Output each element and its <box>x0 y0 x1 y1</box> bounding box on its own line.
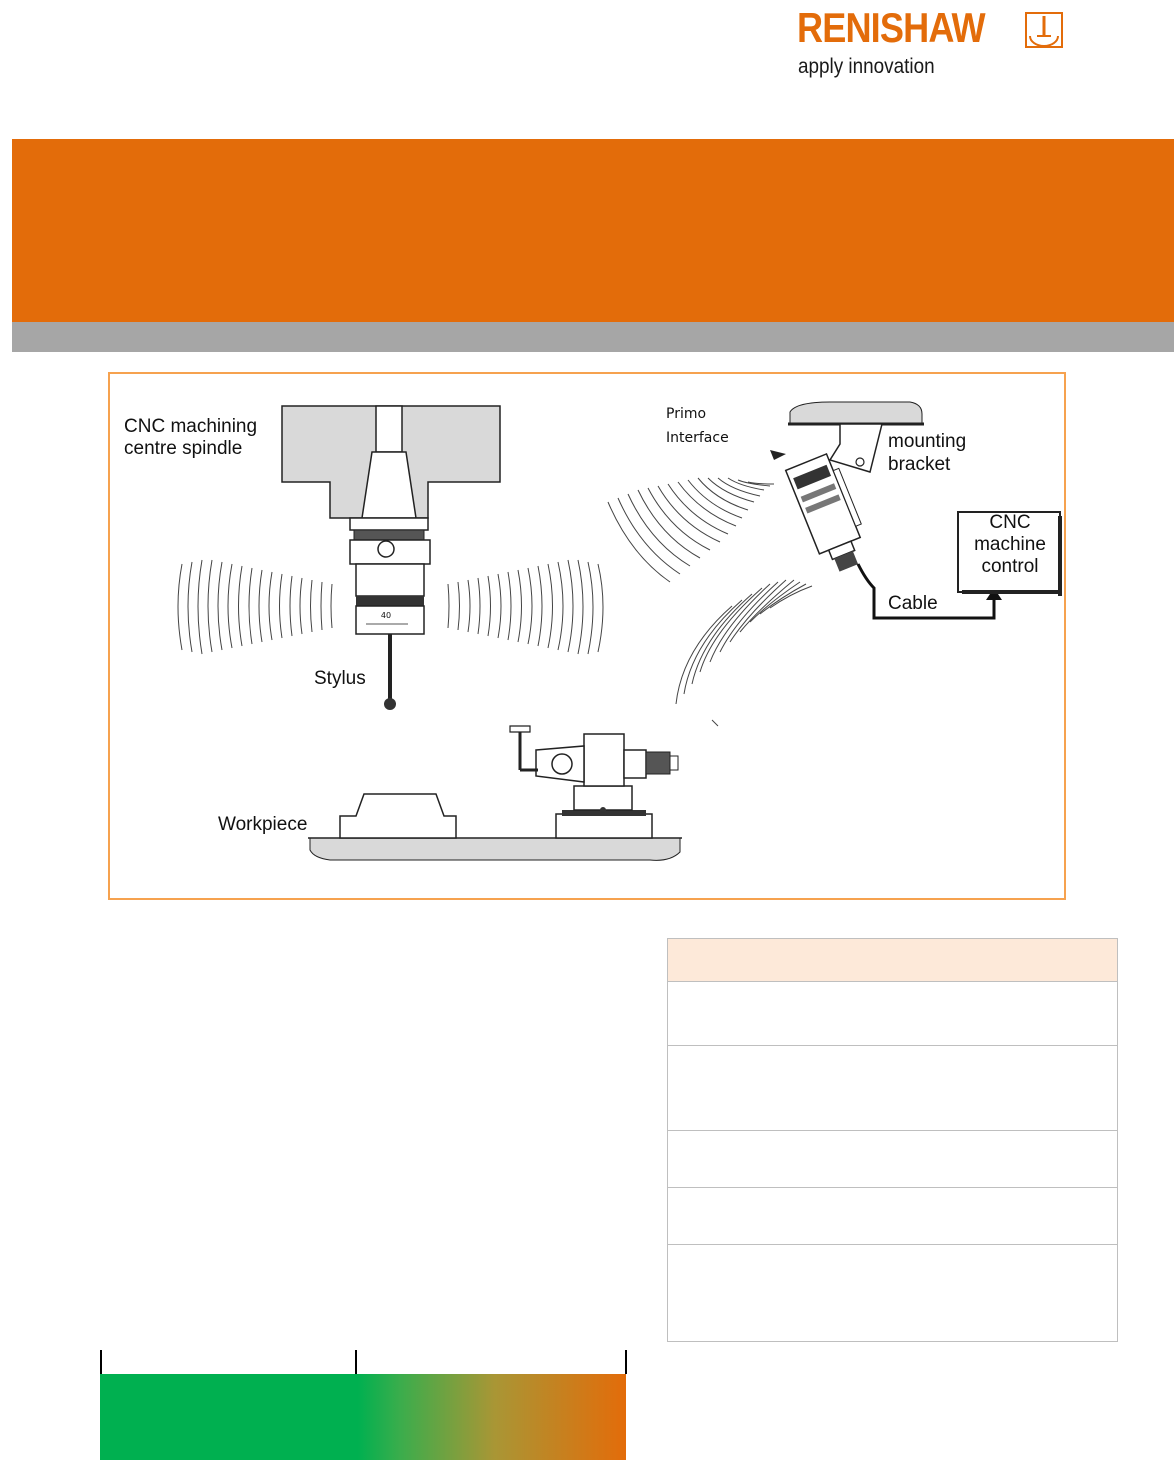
brand-tagline: apply innovation <box>798 55 935 78</box>
gradient-scale <box>100 1350 627 1460</box>
brand-name: RENISHAW <box>797 4 985 51</box>
spec-table-header <box>668 939 1117 982</box>
mounting-bracket <box>830 424 882 472</box>
spec-table <box>667 938 1118 1342</box>
renishaw-emblem-icon <box>1025 12 1063 48</box>
spec-table-row <box>668 981 1117 1046</box>
machine-table <box>310 838 680 860</box>
title-banner <box>12 139 1174 322</box>
tool-holder <box>362 452 416 518</box>
label-workpiece: Workpiece <box>218 814 308 835</box>
label-spindle: CNC machining centre spindle <box>124 416 258 459</box>
system-diagram <box>108 372 1066 900</box>
spec-table-row <box>668 1131 1117 1188</box>
signal-waves-interface-upper <box>608 478 774 582</box>
label-mounting-bracket: mounting bracket <box>888 431 967 475</box>
ceiling <box>790 402 922 424</box>
label-cable: Cable <box>888 593 938 614</box>
workpiece-shape <box>340 794 456 838</box>
stylus-ball <box>384 698 396 710</box>
label-stylus: Stylus <box>314 668 366 689</box>
primo-interface-unit <box>786 452 875 576</box>
signal-waves-interface-lower <box>676 580 812 726</box>
scale-tick-left <box>100 1350 102 1374</box>
label-cnc-control: CNC machine control <box>974 512 1046 577</box>
spec-table-row <box>668 1188 1117 1245</box>
label-primo-interface: Primo Interface <box>666 406 729 446</box>
signal-waves-left <box>178 560 332 654</box>
probe-marking: 40 <box>380 611 392 620</box>
signal-waves-right <box>448 560 603 654</box>
scale-gradient-bar <box>100 1374 626 1460</box>
scale-tick-middle <box>355 1350 357 1374</box>
scale-tick-right <box>625 1350 627 1374</box>
tool-setter <box>510 726 678 838</box>
banner-strip <box>12 322 1174 352</box>
renishaw-logo <box>797 4 1069 84</box>
spec-table-row <box>668 1046 1117 1131</box>
